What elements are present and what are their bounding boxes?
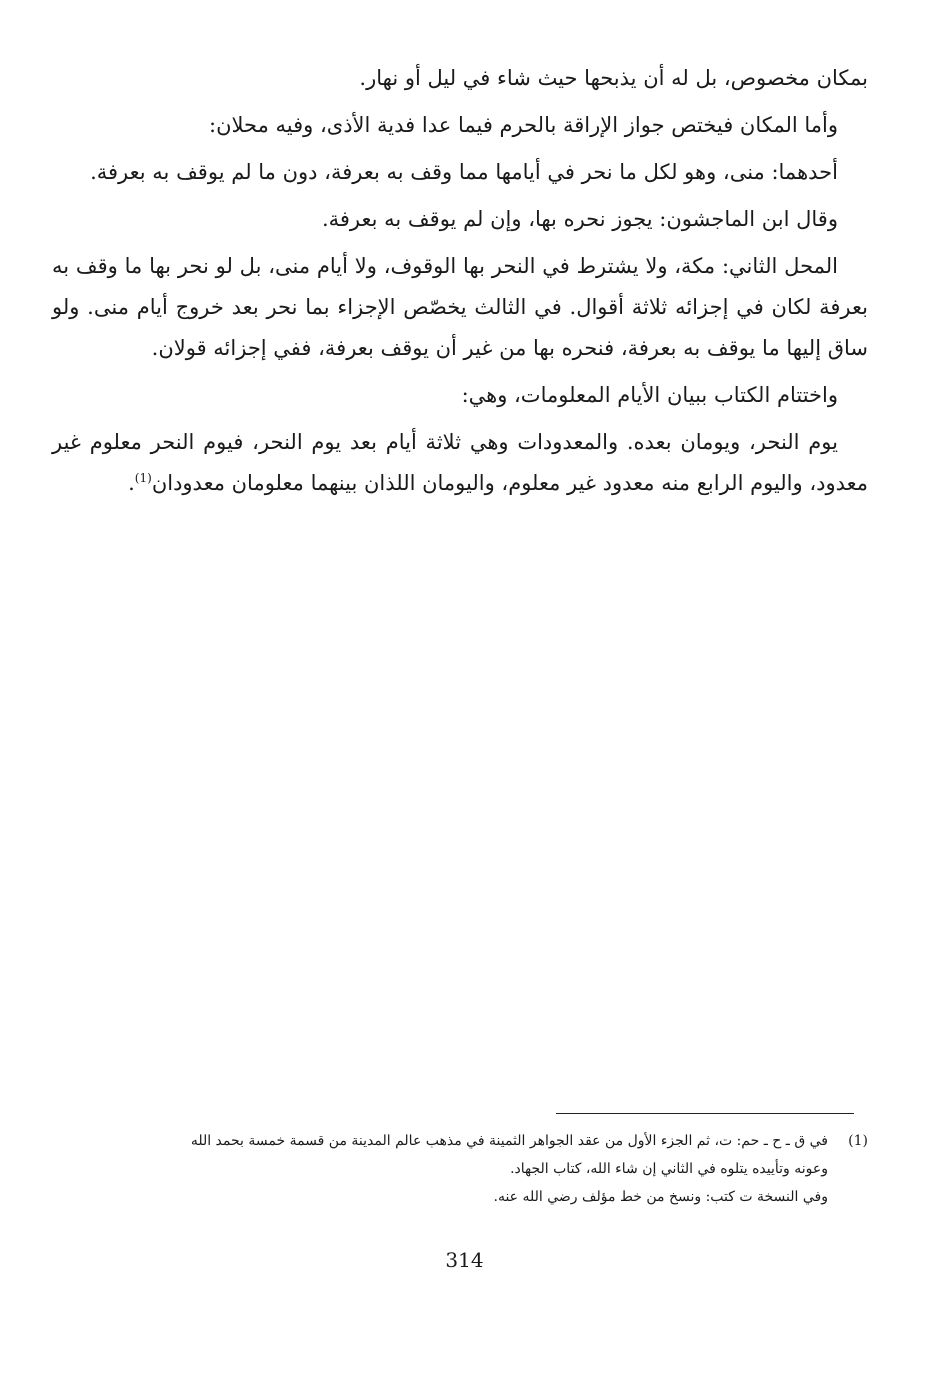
paragraph-1: بمكان مخصوص، بل له أن يذبحها حيث شاء في ليل أو نهار.	[359, 66, 868, 90]
footnote-reference[interactable]: (1)	[134, 471, 152, 485]
footnote-line-3: وفي النسخة ت كتب: ونسخ من خط مؤلف رضي الله عنه.	[493, 1189, 828, 1205]
paragraph-7-end: .	[128, 471, 135, 495]
paragraph-6: واختتام الكتاب ببيان الأيام المعلومات، وهي:	[461, 383, 838, 407]
main-text	[52, 58, 868, 510]
paragraph-2: وأما المكان فيختص جواز الإراقة بالحرم فيما عدا فدية الأذى، وفيه محلان:	[209, 113, 838, 137]
footnote-number: (1)	[848, 1133, 868, 1149]
paragraph-3: أحدهما: منى، وهو لكل ما نحر في أيامها مما وقف به بعرفة، دون ما لم يوقف به بعرفة.	[90, 160, 838, 184]
paragraph-7	[52, 422, 868, 504]
footnote-1	[52, 1127, 868, 1155]
paragraph-4: وقال ابن الماجشون: يجوز نحره بها، وإن لم يوقف به بعرفة.	[321, 207, 838, 231]
paragraph-5: المحل الثاني: مكة، ولا يشترط في النحر بها الوقوف، ولا أيام منى، بل لو نحر بها ما وقف به بعرفة لكان في إجزائه ثلاثة أقوال. في الثالث يخصّص الإجزاء بما نحر بعد خروج أيام منى. ولو ساق إليها ما يوقف به بعرفة، فنحره بها من غير أن يوقف بعرفة، ففي إجزائه قولان.	[52, 254, 868, 360]
footnote-separator	[556, 1113, 854, 1114]
page-number: 314	[445, 1248, 484, 1272]
paragraph-7-text: يوم النحر، ويومان بعده. والمعدودات وهي ثلاثة أيام بعد يوم النحر، فيوم النحر معلوم غير معدود، واليوم الرابع منه معدود غير معلوم، واليومان اللذان بينهما معلومان معدودان	[52, 430, 868, 495]
footnote-line-2: وعونه وتأييده يتلوه في الثاني إن شاء الله، كتاب الجهاد.	[510, 1161, 828, 1177]
footnote-line-1: في ق ـ ح ـ حم: ت، ثم الجزء الأول من عقد الجواهر الثمينة في مذهب عالم المدينة من قسمة خمسة بحمد الله	[190, 1133, 828, 1149]
footnotes	[52, 1127, 868, 1211]
